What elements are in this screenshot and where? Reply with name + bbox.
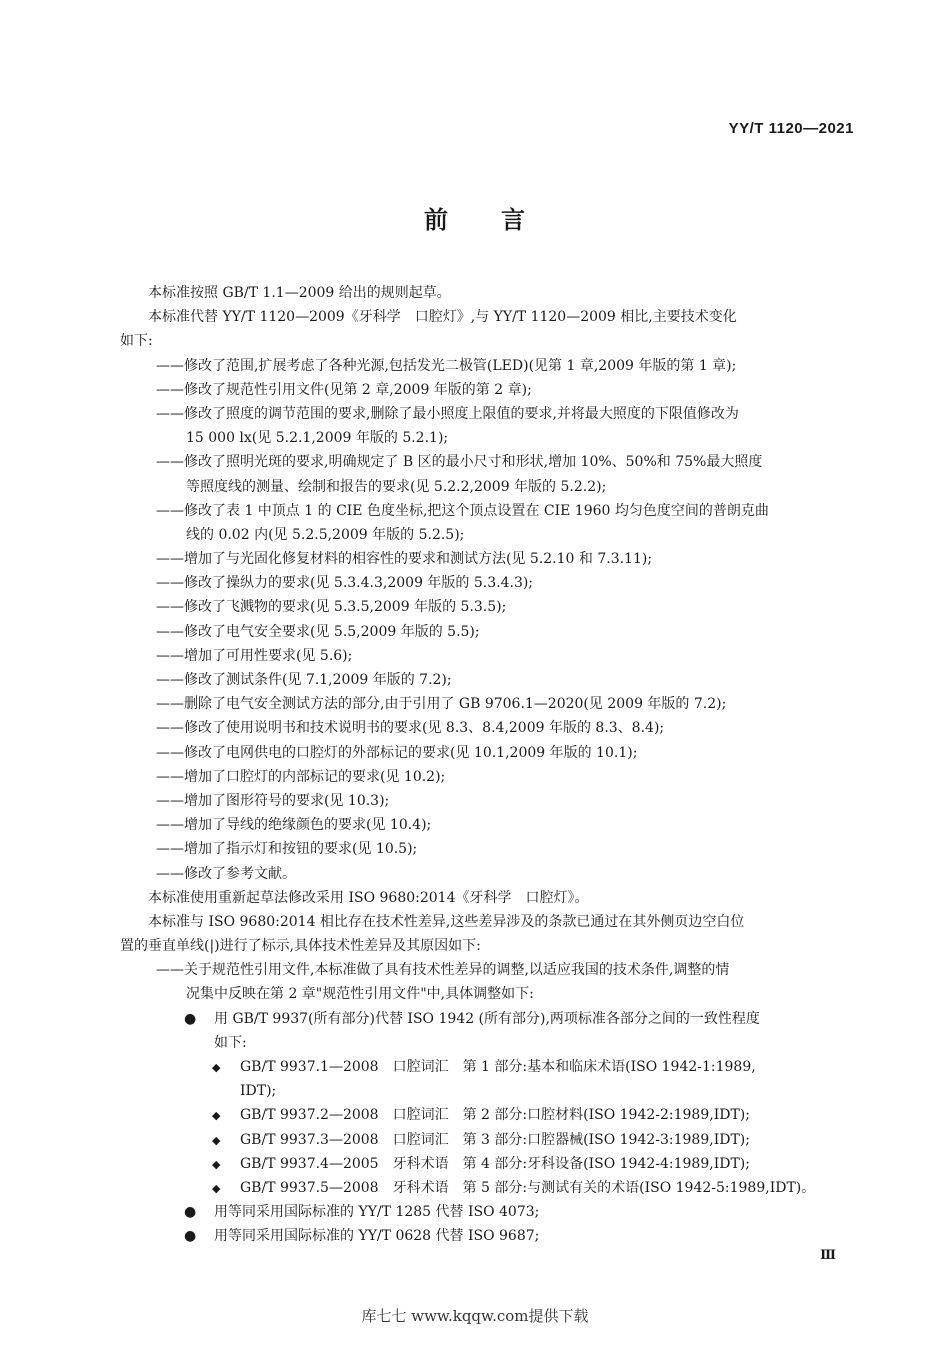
change-item: ——关于规范性引用文件,本标准做了具有技术性差异的调整,以适应我国的技术条件,调整的情 bbox=[156, 962, 730, 979]
bullet-item bbox=[120, 1224, 856, 1248]
sub-bullet-item bbox=[120, 1055, 856, 1079]
change-item: ——修改了照明光斑的要求,明确规定了 B 区的最小尺寸和形状,增加 10%、50%和 75%最大照度 bbox=[156, 454, 763, 471]
change-item: ——修改了操纵力的要求(见 5.3.4.3,2009 年版的 5.3.4.3); bbox=[156, 575, 534, 592]
change-item: ——修改了电气安全要求(见 5.5,2009 年版的 5.5); bbox=[156, 623, 480, 640]
change-item: ——修改了范围,扩展考虑了各种光源,包括发光二极管(LED)(见第 1 章,2009 年版的第 1 章); bbox=[156, 357, 737, 374]
sub-bullet-text: GB/T 9937.4—2005 牙科术语 第 4 部分:牙科设备(ISO 1942-4:1989,IDT); bbox=[240, 1155, 750, 1172]
bullet-diamond-icon: ◆ bbox=[212, 1157, 221, 1171]
change-item: ——增加了图形符号的要求(见 10.3); bbox=[156, 792, 390, 809]
change-item: ——修改了表 1 中顶点 1 的 CIE 色度坐标,把这个顶点设置在 CIE 1960 均匀色度空间的普朗克曲 bbox=[156, 502, 769, 519]
change-item-continued: 15 000 lx(见 5.2.1,2009 年版的 5.2.1); bbox=[186, 430, 449, 447]
bullet-diamond-icon: ◆ bbox=[212, 1061, 221, 1074]
bullet-item bbox=[120, 1200, 856, 1224]
change-item: ——增加了与光固化修复材料的相容性的要求和测试方法(见 5.2.10 和 7.3.11); bbox=[156, 551, 653, 568]
sub-bullet-text: GB/T 9937.5—2008 牙科术语 第 5 部分:与测试有关的术语(ISO 1942-5:1989,IDT)。 bbox=[240, 1179, 816, 1196]
change-item: ——修改了飞溅物的要求(见 5.3.5,2009 年版的 5.3.5); bbox=[156, 599, 507, 616]
change-item-continued: 等照度线的测量、绘制和报告的要求(见 5.2.2,2009 年版的 5.2.2); bbox=[186, 478, 607, 495]
paragraph-line: 本标准与 ISO 9680:2014 相比存在技术性差异,这些差异涉及的条款已通过在其外侧页边空白位 bbox=[148, 913, 745, 930]
change-item: ——修改了使用说明书和技术说明书的要求(见 8.3、8.4,2009 年版的 8.3、8.4); bbox=[156, 720, 665, 737]
foreword-body bbox=[120, 281, 856, 1249]
change-item-continued: 况集中反映在第 2 章"规范性引用文件"中,具体调整如下: bbox=[186, 986, 534, 1003]
standard-code: YY/T 1120—2021 bbox=[728, 120, 854, 137]
bullet-item-continued: 如下: bbox=[214, 1034, 247, 1051]
bullet-diamond-icon: ◆ bbox=[212, 1109, 221, 1123]
bullet-diamond-icon: ◆ bbox=[212, 1181, 221, 1195]
change-item: ——增加了导线的绝缘颜色的要求(见 10.4); bbox=[156, 817, 432, 834]
change-item: ——增加了指示灯和按钮的要求(见 10.5); bbox=[156, 841, 418, 858]
sub-bullet-item bbox=[120, 1152, 856, 1176]
title-char-1: 前 bbox=[424, 206, 449, 234]
change-item: ——增加了口腔灯的内部标记的要求(见 10.2); bbox=[156, 768, 446, 785]
bullet-dot-icon: ● bbox=[184, 1010, 197, 1027]
bullet-dot-icon: ● bbox=[184, 1204, 197, 1221]
sub-bullet-item bbox=[120, 1128, 856, 1152]
change-item: ——修改了测试条件(见 7.1,2009 年版的 7.2); bbox=[156, 672, 452, 688]
change-item: ——修改了照度的调节范围的要求,删除了最小照度上限值的要求,并将最大照度的下限值修改为 bbox=[156, 405, 739, 422]
sub-bullet-text: GB/T 9937.1—2008 口腔词汇 第 1 部分:基本和临床术语(ISO 1942-1:1989, bbox=[240, 1059, 756, 1075]
change-item: ——修改了电网供电的口腔灯的外部标记的要求(见 10.1,2009 年版的 10.1); bbox=[156, 744, 638, 761]
bullet-text: 用 GB/T 9937(所有部分)代替 ISO 1942 (所有部分),两项标准各部分之间的一致性程度 bbox=[214, 1010, 760, 1027]
sub-bullet-text: GB/T 9937.3—2008 口腔词汇 第 3 部分:口腔器械(ISO 1942-3:1989,IDT); bbox=[240, 1131, 750, 1148]
page-number: Ⅲ bbox=[820, 1248, 836, 1263]
paragraph-line: 本标准使用重新起草法修改采用 ISO 9680:2014《牙科学 口腔灯》。 bbox=[148, 889, 589, 906]
change-item: ——增加了可用性要求(见 5.6); bbox=[156, 647, 353, 664]
sub-bullet-text: GB/T 9937.2—2008 口腔词汇 第 2 部分:口腔材料(ISO 1942-2:1989,IDT); bbox=[240, 1107, 750, 1124]
download-footer: 库七七 www.kqqw.com提供下载 bbox=[361, 1307, 589, 1325]
bullet-dot-icon: ● bbox=[184, 1228, 197, 1245]
paragraph-line: 置的垂直单线(|)进行了标示,具体技术性差异及其原因如下: bbox=[120, 938, 481, 955]
bullet-item bbox=[120, 1007, 856, 1031]
change-item: ——修改了规范性引用文件(见第 2 章,2009 年版的第 2 章); bbox=[156, 381, 532, 398]
paragraph-line: 本标准按照 GB/T 1.1—2009 给出的规则起草。 bbox=[148, 285, 451, 301]
bullet-diamond-icon: ◆ bbox=[212, 1133, 221, 1147]
sub-bullet-item-continued: IDT); bbox=[240, 1083, 277, 1100]
sub-bullet-item bbox=[120, 1103, 856, 1127]
bullet-text: 用等同采用国际标准的 YY/T 1285 代替 ISO 4073; bbox=[214, 1204, 540, 1221]
change-item: ——删除了电气安全测试方法的部分,由于引用了 GB 9706.1—2020(见 2009 年版的 7.2); bbox=[156, 696, 727, 713]
change-item-continued: 线的 0.02 内(见 5.2.5,2009 年版的 5.2.5); bbox=[186, 526, 465, 543]
page-title bbox=[0, 200, 950, 235]
change-item: ——修改了参考文献。 bbox=[156, 865, 296, 882]
sub-bullet-item bbox=[120, 1176, 856, 1200]
paragraph-line: 本标准代替 YY/T 1120—2009《牙科学 口腔灯》,与 YY/T 1120—2009 相比,主要技术变化 bbox=[148, 309, 737, 326]
paragraph-line: 如下: bbox=[120, 333, 153, 350]
bullet-text: 用等同采用国际标准的 YY/T 0628 代替 ISO 9687; bbox=[214, 1228, 540, 1245]
title-char-2: 言 bbox=[501, 206, 526, 234]
